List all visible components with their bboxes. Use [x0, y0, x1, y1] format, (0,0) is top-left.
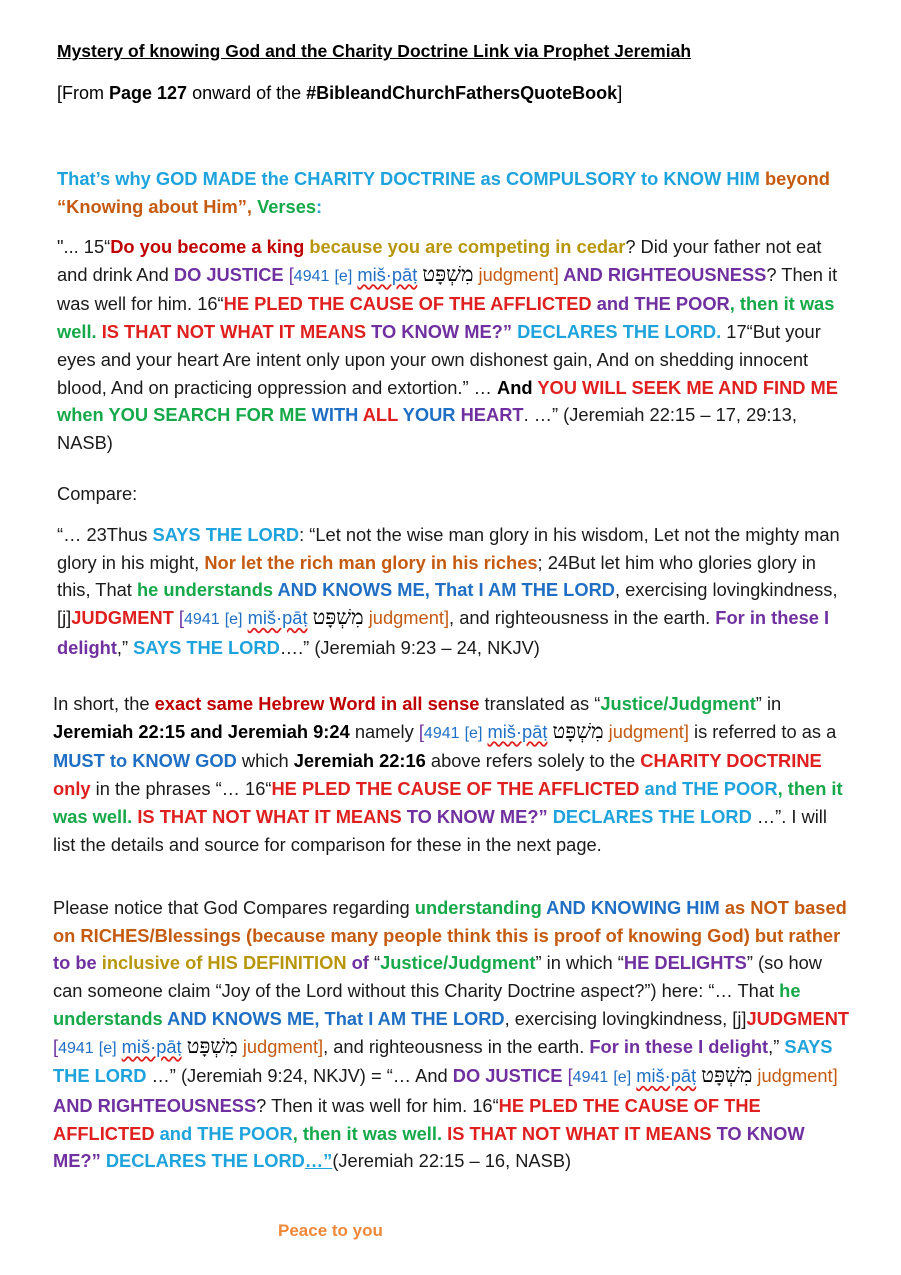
notice-text: , then it was well.: [292, 1122, 443, 1144]
notice-text: ” (so how can someone claim “Joy of the Lord without this Charity Doctrine aspect?”) here: “… That: [53, 952, 822, 1002]
hebrew-word: מִשְׁפָּט: [552, 718, 604, 743]
summary-text: DECLARES THE LORD: [547, 805, 752, 827]
notice-text: understanding: [414, 897, 542, 918]
verse2-text: ; 24But let him who glories glory in this, That: [57, 551, 816, 601]
verse-quote-jeremiah-9: [57, 521, 847, 662]
notice-text: , exercising lovingkindness, [j]: [504, 1007, 747, 1029]
summary-text: above refers solely to the: [425, 750, 641, 772]
verse1-text: . …” (Jeremiah 22:15 – 17, 29:13, NASB): [57, 404, 797, 453]
verse1-text: ALL: [358, 404, 398, 426]
hebrew-reference: [4941 [e] miš·pāṭ מִשְׁפָּט judgment]: [53, 1033, 324, 1058]
notice-text: ” in which “: [535, 952, 624, 974]
hebrew-word: מִשְׁפָּט: [701, 1063, 753, 1088]
hebrew-gloss: judgment]: [242, 1035, 324, 1057]
source-note: [57, 83, 622, 104]
verse1-text: IS THAT NOT WHAT IT MEANS: [96, 321, 367, 343]
notice-text: AND KNOWS ME, That I AM THE LORD: [162, 1007, 505, 1029]
heading-part2: beyond “Knowing about Him”,: [57, 168, 830, 217]
notice-text: (Jeremiah 22:15 – 16, NASB): [332, 1150, 572, 1172]
footnote-marker: [e]: [464, 724, 483, 742]
notice-text: …” (Jeremiah 9:24, NKJV) = “… And: [146, 1065, 453, 1087]
verse1-text: WITH: [306, 404, 359, 426]
notice-text: TO KNOW ME?”: [53, 1122, 805, 1172]
summary-text: exact same Hebrew Word in all sense: [154, 693, 480, 714]
summary-text: IS THAT NOT WHAT IT MEANS: [132, 805, 402, 827]
notice-text: as NOT based on RICHES/Blessings (because many people think this is proof of knowing God) but rather: [53, 897, 847, 946]
summary-text: In short, the: [53, 693, 155, 714]
summary-text: translated as “: [479, 693, 601, 714]
hebrew-reference: [4941 [e] miš·pāṭ מִשְׁפָּט judgment]: [567, 1063, 838, 1088]
notice-text: to be: [53, 952, 97, 974]
footnote-marker: [e]: [98, 1039, 117, 1057]
verse1-text: HE PLED THE CAUSE OF THE AFFLICTED: [223, 293, 592, 315]
verse2-text: SAYS THE LORD: [133, 636, 280, 658]
source-open: [From: [57, 83, 109, 103]
heading-part1: That’s why GOD MADE the CHARITY DOCTRINE as COMPULSORY to KNOW HIM: [57, 168, 760, 189]
verse2-text: JUDGMENT: [71, 607, 174, 629]
verse-quote-jeremiah-22: [57, 233, 847, 457]
verse1-text: when YOU SEARCH FOR ME: [57, 404, 307, 426]
footnote-marker: [e]: [334, 267, 353, 285]
notice-text: For in these I delight: [589, 1035, 769, 1057]
hebrew-gloss: judgment]: [368, 607, 450, 629]
verse1-text: and THE POOR: [591, 293, 730, 315]
verse1-text: Do you become a king: [110, 236, 305, 257]
hebrew-word: מִשְׁפָּט: [312, 605, 364, 630]
verse1-text: AND RIGHTEOUSNESS: [558, 263, 767, 285]
verse2-text: Nor let the rich man glory in his riches: [204, 551, 538, 573]
verse2-text: , and righteousness in the earth.: [449, 607, 716, 629]
source-book: #BibleandChurchFathersQuoteBook: [306, 83, 618, 103]
verse1-text: , then it was well.: [57, 293, 835, 343]
verse1-text: And: [497, 376, 533, 398]
heading-part3: Verses: [251, 195, 317, 217]
notice-text: JUDGMENT: [746, 1007, 850, 1029]
verse1-text: TO KNOW ME?”: [366, 321, 512, 343]
hebrew-reference: [4941 [e] miš·pāṭ מִשְׁפָּט judgment]: [288, 261, 559, 286]
verse1-text: ? Then it was well for him. 16“: [57, 263, 838, 315]
notice-text: ? Then it was well for him. 16“: [256, 1094, 499, 1116]
verse1-text: YOU WILL SEEK ME AND FIND ME: [532, 376, 838, 398]
strongs-number: 4941: [572, 1069, 609, 1087]
hebrew-translit: miš·pāṭ: [247, 607, 308, 629]
verse2-text: SAYS THE LORD: [152, 524, 300, 545]
summary-text: HE PLED THE CAUSE OF THE AFFLICTED: [271, 778, 640, 800]
verse1-text: ? Did your father not eat and drink And: [57, 236, 822, 285]
verse1-text: "... 15“: [57, 236, 111, 257]
notice-text: DO JUSTICE: [452, 1065, 563, 1087]
notice-text: he understands: [53, 980, 801, 1029]
source-page: Page 127: [109, 83, 188, 103]
section-heading: [57, 165, 847, 220]
closing-greeting: Peace to you: [278, 1221, 383, 1240]
hebrew-word: מִשְׁפָּט: [422, 261, 474, 286]
summary-text: TO KNOW ME?”: [401, 805, 548, 827]
summary-text: which: [236, 750, 294, 772]
hebrew-gloss: judgment]: [757, 1065, 838, 1087]
strongs-number: 4941: [184, 611, 220, 629]
strongs-number: 4941: [58, 1039, 94, 1057]
summary-text: is referred to as a: [688, 720, 837, 742]
verse2-text: ,”: [116, 636, 134, 658]
notice-text: SAYS THE LORD: [53, 1035, 833, 1087]
strongs-number: 4941: [293, 267, 330, 285]
hebrew-reference: [4941 [e] miš·pāṭ מִשְׁפָּט judgment]: [418, 718, 689, 743]
notice-text: Justice/Judgment: [380, 952, 536, 974]
hebrew-translit: miš·pāṭ: [357, 263, 418, 285]
verse1-text: YOUR: [397, 404, 456, 426]
hebrew-word: מִשְׁפָּט: [186, 1033, 238, 1058]
verse1-text: because you are competing in cedar: [304, 236, 626, 257]
summary-text: ” in: [755, 693, 782, 714]
summary-text: …”. I will list the details and source for comparison for these in the next page.: [53, 805, 827, 855]
notice-text: HE DELIGHTS: [623, 952, 747, 974]
notice-text: HE PLED THE CAUSE OF THE AFFLICTED: [53, 1094, 761, 1144]
summary-text: CHARITY DOCTRINE only: [53, 750, 822, 800]
heading-part4: :: [316, 195, 323, 217]
verse2-text: For in these I delight: [57, 607, 830, 658]
notice-text: …”: [304, 1150, 333, 1172]
notice-text: “: [368, 952, 381, 974]
strongs-number: 4941: [423, 724, 460, 742]
notice-text: IS THAT NOT WHAT IT MEANS: [442, 1122, 712, 1144]
notice-text: and THE POOR: [154, 1122, 293, 1144]
verse1-text: DECLARES THE LORD.: [511, 321, 722, 343]
notice-paragraph: [53, 894, 853, 1175]
notice-text: AND RIGHTEOUSNESS: [53, 1094, 257, 1116]
verse2-text: AND KNOWS ME, That I AM THE LORD: [273, 579, 615, 601]
verse2-text: “… 23Thus: [57, 524, 153, 545]
hebrew-gloss: judgment]: [608, 720, 689, 742]
hebrew-translit: miš·pāṭ: [636, 1065, 697, 1087]
verse1-text: HEART: [455, 404, 524, 426]
verse2-text: : “Let not the wise man glory in his wisdom, Let not the mighty man glory in his might,: [57, 524, 840, 573]
footnote-marker: [e]: [224, 611, 243, 629]
summary-text: MUST to KNOW GOD: [53, 750, 237, 772]
summary-text: namely: [349, 720, 419, 742]
hebrew-reference: [4941 [e] miš·pāṭ מִשְׁפָּט judgment]: [178, 605, 450, 630]
summary-text: Jeremiah 22:16: [293, 750, 426, 772]
notice-text: , and righteousness in the earth.: [323, 1035, 590, 1057]
footnote-marker: [e]: [613, 1069, 632, 1087]
notice-text: DECLARES THE LORD: [100, 1150, 305, 1172]
source-close: ]: [617, 83, 623, 103]
source-middle: onward of the: [187, 83, 307, 103]
notice-text: AND KNOWING HIM: [541, 897, 720, 918]
notice-text: of: [346, 952, 369, 974]
summary-text: in the phrases “… 16“: [90, 778, 272, 800]
summary-text: and THE POOR: [639, 778, 778, 800]
summary-text: , then it was well.: [53, 778, 843, 827]
notice-text: Please notice that God Compares regarding: [53, 897, 415, 918]
verse2-text: he understands: [136, 579, 274, 601]
verse1-text: DO JUSTICE: [173, 263, 284, 285]
notice-text: ,”: [768, 1035, 785, 1057]
hebrew-gloss: judgment]: [478, 263, 559, 285]
verse1-text: 17“But your eyes and your heart Are intent only upon your own dishonest gain, And on shedding innocent blood, And on practicing oppression and extortion.” …: [57, 321, 821, 398]
summary-paragraph: [53, 690, 853, 858]
verse2-text: ….” (Jeremiah 9:23 – 24, NKJV): [279, 636, 540, 658]
summary-text: Jeremiah 22:15 and Jeremiah 9:24: [53, 720, 350, 742]
notice-text: inclusive of HIS DEFINITION: [96, 952, 347, 974]
hebrew-translit: miš·pāṭ: [487, 720, 548, 742]
compare-label: Compare:: [57, 483, 138, 504]
summary-text: Justice/Judgment: [600, 693, 756, 714]
hebrew-translit: miš·pāṭ: [121, 1035, 182, 1057]
document-title: Mystery of knowing God and the Charity Doctrine Link via Prophet Jeremiah: [57, 41, 692, 61]
verse2-text: , exercising lovingkindness, [j]: [57, 579, 838, 629]
